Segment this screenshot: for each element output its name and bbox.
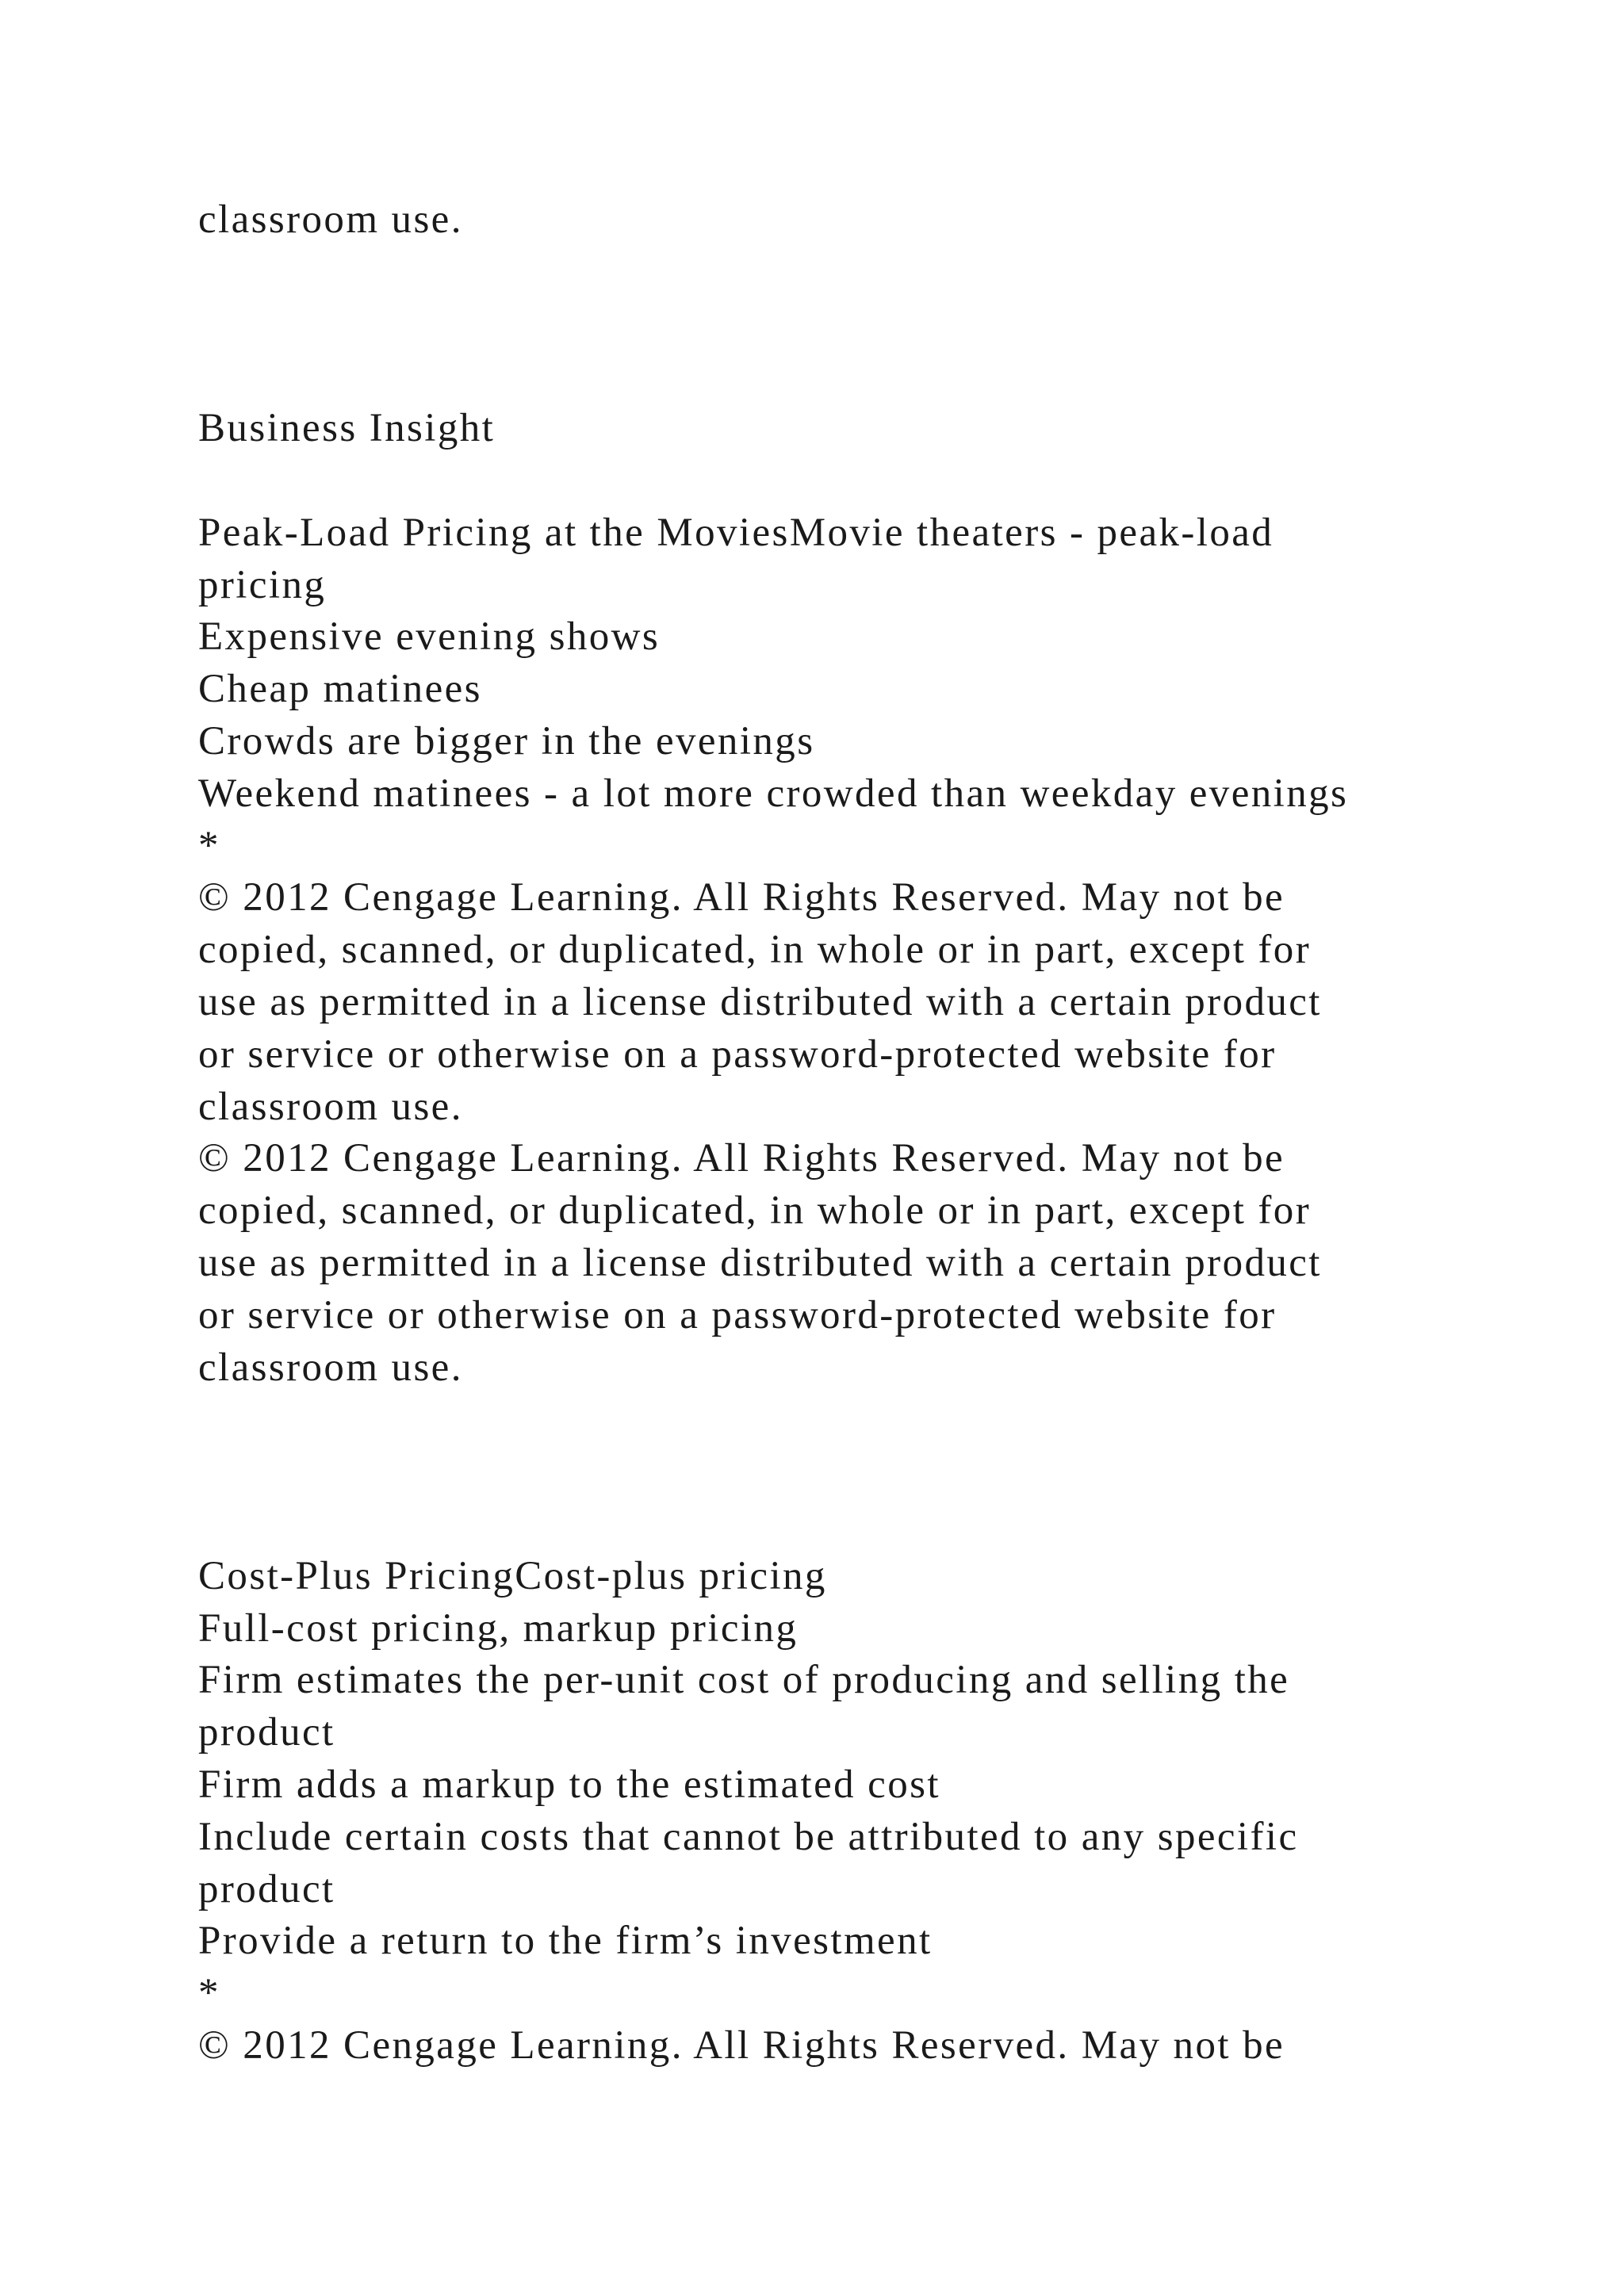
blank-line <box>198 455 1435 507</box>
copyright-line: or service or otherwise on a password-protected website for <box>198 1292 1277 1337</box>
document-page <box>198 194 1435 2072</box>
text-line: product <box>198 1710 335 1755</box>
asterisk-line: * <box>198 823 220 868</box>
text-line: product <box>198 1866 335 1911</box>
blank-line <box>198 1394 1435 1446</box>
blank-line <box>198 1498 1435 1551</box>
copyright-line: or service or otherwise on a password-protected website for <box>198 1031 1277 1077</box>
copyright-line: © 2012 Cengage Learning. All Rights Reserved. May not be <box>198 1136 1285 1181</box>
copyright-line: use as permitted in a license distributed with a certain product <box>198 1240 1322 1285</box>
blank-line <box>198 247 1435 299</box>
copyright-line: © 2012 Cengage Learning. All Rights Reserved. May not be <box>198 875 1285 920</box>
section-heading: Cost-Plus PricingCost-plus pricing <box>198 1553 827 1598</box>
copyright-line: use as permitted in a license distributed with a certain product <box>198 979 1322 1024</box>
section-heading: Business Insight <box>198 406 496 451</box>
asterisk-line: * <box>198 1971 220 2016</box>
text-line: Peak-Load Pricing at the MoviesMovie theaters - peak-load <box>198 510 1274 555</box>
copyright-line: copied, scanned, or duplicated, in whole or in part, except for <box>198 1188 1312 1234</box>
text-line: Cheap matinees <box>198 667 482 712</box>
blank-line <box>198 1446 1435 1498</box>
text-line: Weekend matinees - a lot more crowded than weekday evenings <box>198 771 1349 816</box>
copyright-line: © 2012 Cengage Learning. All Rights Reserved. May not be <box>198 2022 1285 2068</box>
copyright-line: copied, scanned, or duplicated, in whole or in part, except for <box>198 928 1312 973</box>
text-line: Expensive evening shows <box>198 614 661 660</box>
text-line: Firm estimates the per-unit cost of producing and selling the <box>198 1658 1290 1703</box>
text-line: Firm adds a markup to the estimated cost <box>198 1762 940 1807</box>
text-line: pricing <box>198 562 327 607</box>
blank-line <box>198 299 1435 351</box>
text-line: Full-cost pricing, markup pricing <box>198 1605 799 1651</box>
text-line: classroom use. <box>198 197 463 242</box>
text-line: Include certain costs that cannot be attributed to any specific <box>198 1814 1299 1859</box>
copyright-line: classroom use. <box>198 1084 463 1129</box>
text-line: Provide a return to the firm’s investment <box>198 1919 933 1964</box>
blank-line <box>198 350 1435 403</box>
text-line: Crowds are bigger in the evenings <box>198 718 815 763</box>
copyright-line: classroom use. <box>198 1345 463 1390</box>
